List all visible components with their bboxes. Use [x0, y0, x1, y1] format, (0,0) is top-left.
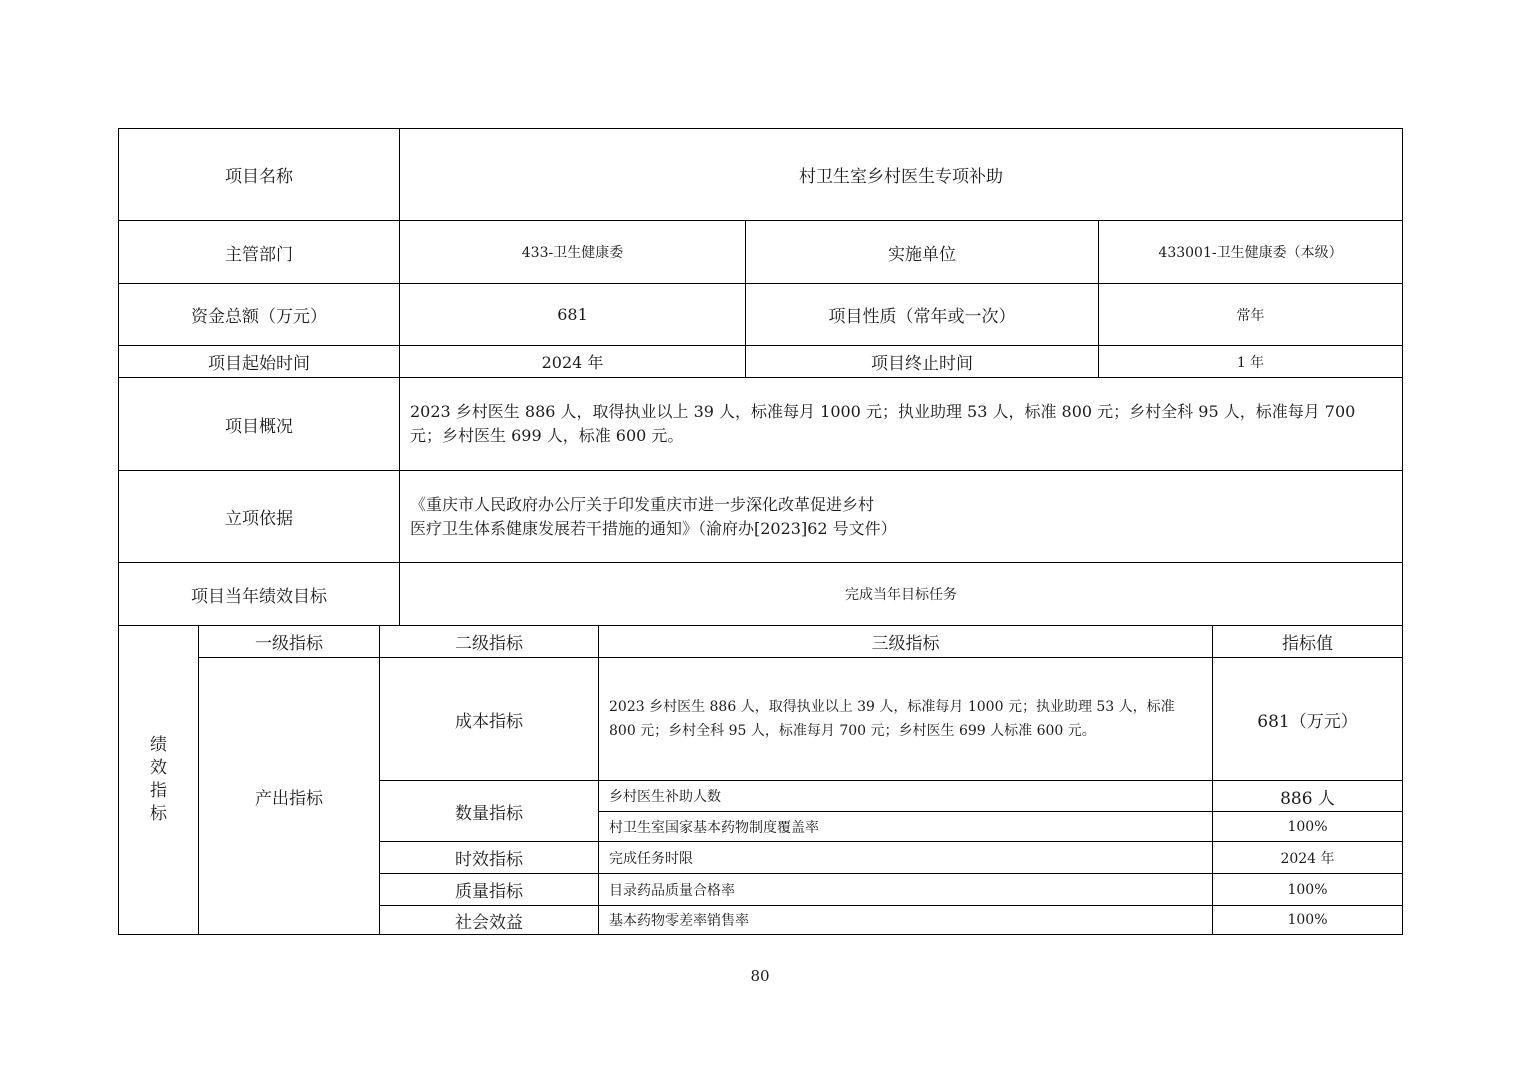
goal-value: 完成当年目标任务 [400, 563, 1403, 626]
header-value: 指标值 [1213, 626, 1403, 658]
goal-label: 项目当年绩效目标 [119, 563, 400, 626]
timeliness-indicator-name: 完成任务时限 [599, 842, 1213, 874]
page-number: 80 [750, 967, 770, 985]
start-value: 2024 年 [400, 346, 746, 378]
amount-value: 681 [400, 284, 746, 346]
cost-indicator-label: 成本指标 [380, 658, 599, 781]
social-indicator-name: 基本药物零差率销售率 [599, 906, 1213, 935]
project-info-table [118, 128, 1403, 626]
social-indicator-label: 社会效益 [380, 906, 599, 935]
basis-label: 立项依据 [119, 471, 400, 563]
header-level1: 一级指标 [199, 626, 380, 658]
social-indicator-value: 100% [1213, 906, 1403, 935]
end-value: 1 年 [1099, 346, 1403, 378]
overview-value: 2023 乡村医生 886 人，取得执业以上 39 人，标准每月 1000 元；执业助理 53 人，标准 800 元；乡村全科 95 人，标准每月 700 元；乡村医生 699 人，标准 600 元。 [400, 378, 1403, 471]
quality-indicator-value: 100% [1213, 874, 1403, 906]
nature-label: 项目性质（常年或一次） [746, 284, 1099, 346]
quality-indicator-name: 目录药品质量合格率 [599, 874, 1213, 906]
basis-value [400, 471, 1403, 563]
indicator-table [118, 625, 1403, 935]
amount-label: 资金总额（万元） [119, 284, 400, 346]
header-level3: 三级指标 [599, 626, 1213, 658]
quality-indicator-label: 质量指标 [380, 874, 599, 906]
output-indicator-label: 产出指标 [199, 658, 380, 935]
quantity-indicator-label: 数量指标 [380, 781, 599, 842]
basis-line-1: 《重庆市人民政府办公厅关于印发重庆市进一步深化改革促进乡村 [410, 495, 875, 514]
cost-indicator-detail: 2023 乡村医生 886 人，取得执业以上 39 人，标准每月 1000 元；执业助理 53 人，标准 800 元；乡村全科 95 人，标准每月 700 元；乡村医生 699 人标准 600 元。 [599, 658, 1213, 781]
dept-value: 433-卫生健康委 [400, 221, 746, 284]
dept-label: 主管部门 [119, 221, 400, 284]
timeliness-indicator-label: 时效指标 [380, 842, 599, 874]
basis-line-2: 医疗卫生体系健康发展若干措施的通知》（渝府办[2023]62 号文件） [410, 519, 897, 538]
project-name-value: 村卫生室乡村医生专项补助 [400, 129, 1403, 221]
quantity-row-name: 乡村医生补助人数 [599, 781, 1213, 812]
start-label: 项目起始时间 [119, 346, 400, 378]
project-name-label: 项目名称 [119, 129, 400, 221]
end-label: 项目终止时间 [746, 346, 1099, 378]
nature-value: 常年 [1099, 284, 1403, 346]
quantity-row-name: 村卫生室国家基本药物制度覆盖率 [599, 812, 1213, 842]
quantity-row-value: 886 人 [1213, 781, 1403, 812]
cost-indicator-value: 681（万元） [1213, 658, 1403, 781]
header-level2: 二级指标 [380, 626, 599, 658]
unit-label: 实施单位 [746, 221, 1099, 284]
quantity-row-value: 100% [1213, 812, 1403, 842]
unit-value: 433001-卫生健康委（本级） [1099, 221, 1403, 284]
timeliness-indicator-value: 2024 年 [1213, 842, 1403, 874]
overview-label: 项目概况 [119, 378, 400, 471]
indicator-side-label: 绩效指标 [119, 626, 199, 935]
